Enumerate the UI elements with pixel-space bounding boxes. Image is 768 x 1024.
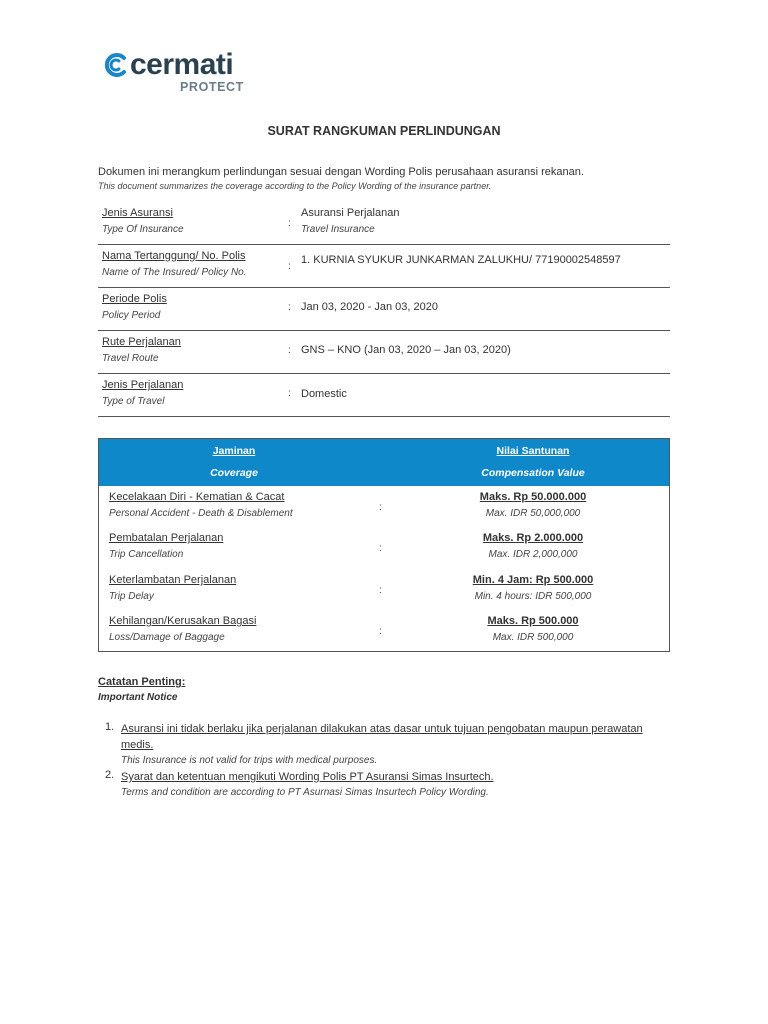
coverage-name-id: Pembatalan Perjalanan <box>109 532 224 544</box>
info-label-en: Policy Period <box>102 310 161 321</box>
info-label-id: Periode Polis <box>102 293 167 305</box>
brand-name: cermati <box>130 48 234 81</box>
notice-title-en: Important Notice <box>98 692 178 703</box>
notice-item-number: 1. <box>105 721 115 733</box>
coverage-name-id: Kecelakaan Diri - Kematian & Cacat <box>109 491 285 503</box>
info-value <box>301 207 399 235</box>
info-row-policy-period <box>98 288 670 331</box>
brand-logo <box>102 46 262 98</box>
coverage-colon: : <box>379 585 382 596</box>
info-label-id: Nama Tertanggung/ No. Polis <box>102 250 246 262</box>
coverage-table-header <box>99 439 669 486</box>
coverage-amount <box>433 574 633 602</box>
info-value-id: Asuransi Perjalanan <box>301 207 400 219</box>
notice-item-en: This Insurance is not valid for trips with medical purposes. <box>121 755 378 766</box>
coverage-amount-en: Min. 4 hours: IDR 500,000 <box>474 591 592 602</box>
info-value <box>301 344 511 356</box>
info-label-en: Name of The Insured/ Policy No. <box>102 267 247 278</box>
travel-type-value: Domestic <box>301 388 347 400</box>
info-row-travel-type <box>98 374 670 417</box>
coverage-name-en: Loss/Damage of Baggage <box>109 632 225 643</box>
coverage-table-body <box>99 486 669 651</box>
info-label <box>102 207 184 235</box>
important-notice <box>98 676 678 801</box>
info-label-id: Jenis Asuransi <box>102 207 173 219</box>
info-colon: : <box>288 261 291 272</box>
coverage-name <box>109 532 223 560</box>
notice-item-id: Asuransi ini tidak berlaku jika perjalanan dilakukan atas dasar untuk tujuan pengobatan maupun perawatan medis. <box>121 723 643 751</box>
coverage-colon: : <box>379 543 382 554</box>
coverage-name-en: Trip Cancellation <box>109 549 184 560</box>
coverage-table <box>98 438 670 652</box>
notice-item <box>98 721 678 769</box>
info-value <box>301 388 347 400</box>
coverage-col-title-en: Coverage <box>210 467 258 479</box>
coverage-amount-en: Max. IDR 500,000 <box>492 632 574 643</box>
coverage-name-en: Personal Accident - Death & Disablement <box>109 508 293 519</box>
info-label-en: Type of Travel <box>102 396 165 407</box>
info-value <box>301 301 438 313</box>
info-colon: : <box>288 302 291 313</box>
coverage-amount <box>433 491 633 519</box>
notice-title-id: Catatan Penting: <box>98 676 186 688</box>
info-label-en: Type Of Insurance <box>102 224 184 235</box>
coverage-amount-en: Max. IDR 2,000,000 <box>488 549 578 560</box>
info-colon: : <box>288 218 291 229</box>
coverage-amount-en: Max. IDR 50,000,000 <box>485 508 581 519</box>
intro-id: Dokumen ini merangkum perlindungan sesuai dengan Wording Polis perusahaan asuransi rekanan. <box>98 166 584 178</box>
coverage-colon: : <box>379 626 382 637</box>
coverage-row <box>99 613 669 653</box>
info-row-insured-name <box>98 245 670 288</box>
brand-swirl-icon <box>102 52 128 78</box>
coverage-row <box>99 572 669 612</box>
brand-subtitle: PROTECT <box>180 80 244 94</box>
info-row-insurance-type <box>98 202 670 245</box>
coverage-name <box>109 615 256 643</box>
coverage-amount <box>433 615 633 643</box>
notice-item-en: Terms and condition are according to PT Asurnasi Simas Insurtech Policy Wording. <box>121 787 489 798</box>
coverage-col-title-id: Jaminan <box>212 445 256 457</box>
coverage-amount-id: Maks. Rp 50.000.000 <box>479 491 587 503</box>
coverage-name-id: Keterlambatan Perjalanan <box>109 574 237 586</box>
insured-name-policy-no: 1. KURNIA SYUKUR JUNKARMAN ZALUKHU/ 77190002548597 <box>301 254 621 266</box>
info-label <box>102 336 181 364</box>
coverage-amount <box>433 532 633 560</box>
compensation-col-title-en: Compensation Value <box>481 467 585 479</box>
coverage-row <box>99 530 669 570</box>
info-label <box>102 250 247 278</box>
coverage-colon: : <box>379 502 382 513</box>
compensation-col-title-id: Nilai Santunan <box>496 445 570 457</box>
info-colon: : <box>288 345 291 356</box>
coverage-row <box>99 489 669 529</box>
info-label-en: Travel Route <box>102 353 159 364</box>
info-row-travel-route <box>98 331 670 374</box>
policy-period-value: Jan 03, 2020 - Jan 03, 2020 <box>301 301 438 313</box>
intro-en: This document summarizes the coverage according to the Policy Wording of the insurance partner. <box>98 181 492 191</box>
notice-item-number: 2. <box>105 769 115 781</box>
coverage-name-en: Trip Delay <box>109 591 154 602</box>
coverage-name <box>109 574 236 602</box>
info-label-id: Jenis Perjalanan <box>102 379 184 391</box>
coverage-amount-id: Maks. Rp 500.000 <box>487 615 579 627</box>
info-label-id: Rute Perjalanan <box>102 336 181 348</box>
document-title: SURAT RANGKUMAN PERLINDUNGAN <box>267 124 501 138</box>
coverage-name-id: Kehilangan/Kerusakan Bagasi <box>109 615 257 627</box>
notice-item <box>98 769 678 801</box>
info-label <box>102 379 183 407</box>
intro-text <box>98 166 678 191</box>
info-value-en: Travel Insurance <box>301 224 375 235</box>
policy-info-table <box>98 202 670 417</box>
coverage-amount-id: Maks. Rp 2.000.000 <box>482 532 584 544</box>
info-label <box>102 293 167 321</box>
notice-item-id: Syarat dan ketentuan mengikuti Wording Polis PT Asuransi Simas Insurtech. <box>121 771 494 783</box>
coverage-amount-id: Min. 4 Jam: Rp 500.000 <box>472 574 594 586</box>
coverage-name <box>109 491 293 519</box>
info-value <box>301 254 621 266</box>
info-colon: : <box>288 388 291 399</box>
travel-route-value: GNS – KNO (Jan 03, 2020 – Jan 03, 2020) <box>301 344 511 356</box>
